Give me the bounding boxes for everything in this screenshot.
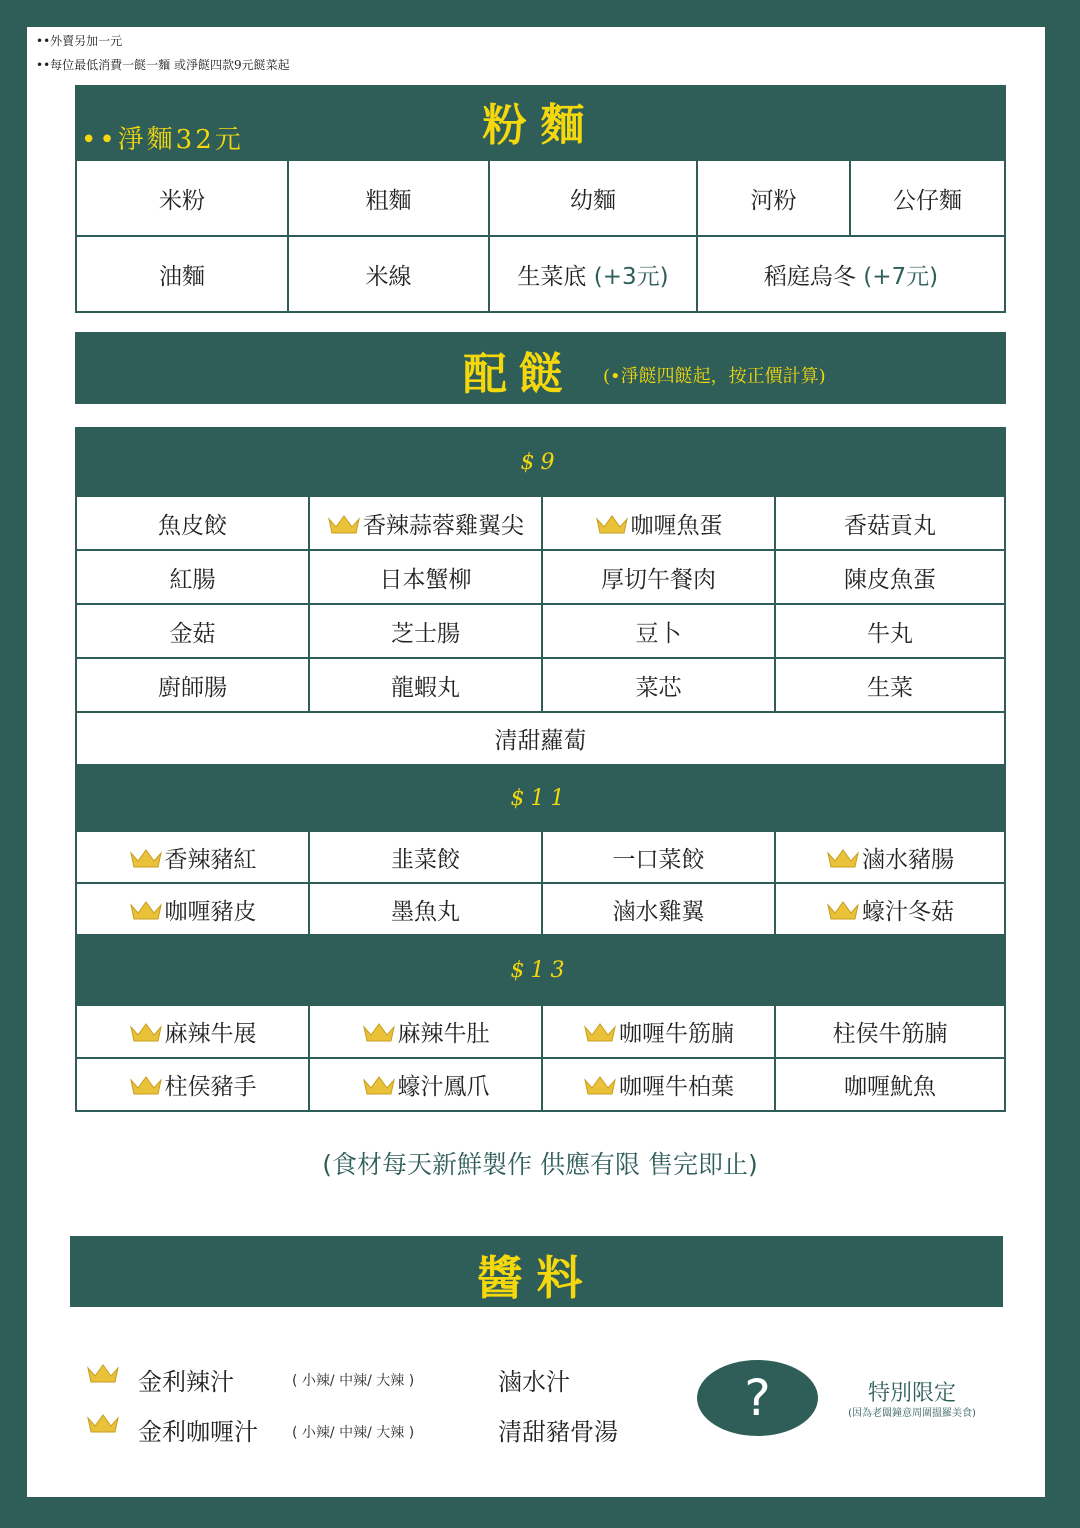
crown-icon xyxy=(86,1362,120,1384)
side-item xyxy=(775,550,1005,604)
side-item xyxy=(309,658,542,712)
side-item-label: 牛丸 xyxy=(867,620,913,647)
side-item xyxy=(309,1058,542,1111)
crown-icon xyxy=(327,513,361,535)
sides-footnote: (食材每天新鮮製作 供應有限 售完即止) xyxy=(322,1150,758,1179)
crown-icon xyxy=(129,847,163,869)
price-label: $13 xyxy=(510,958,571,983)
noodle-item: 粗麵 xyxy=(288,160,489,236)
side-item-label: 菜芯 xyxy=(635,674,682,701)
side-item-label: 龍蝦丸 xyxy=(391,674,460,701)
side-item-label: 廚師腸 xyxy=(158,674,227,701)
noodle-header xyxy=(75,85,1006,161)
side-item xyxy=(775,604,1005,658)
side-row xyxy=(76,658,1005,712)
side-item-label: 滷水雞翼 xyxy=(612,898,705,925)
price-band-13 xyxy=(76,935,1005,1005)
crown-icon xyxy=(129,1074,163,1096)
side-item-label: 柱侯豬手 xyxy=(164,1074,257,1100)
side-item-label: 紅腸 xyxy=(169,566,216,593)
side-item xyxy=(76,883,309,935)
sauce-name: 滷水汁 xyxy=(498,1368,570,1396)
side-item xyxy=(309,604,542,658)
side-item-label: 陳皮魚蛋 xyxy=(844,566,936,593)
side-row xyxy=(76,604,1005,658)
noodle-item: 河粉 xyxy=(697,160,850,236)
noodle-title: 粉麵 xyxy=(482,100,599,151)
side-item xyxy=(542,1005,775,1058)
price-band-11 xyxy=(76,765,1005,831)
sides-title: 配餸 xyxy=(463,349,575,400)
side-row xyxy=(76,550,1005,604)
side-item xyxy=(309,496,542,550)
side-item xyxy=(309,883,542,935)
side-item xyxy=(542,604,775,658)
side-item-label: 蠔汁鳳爪 xyxy=(397,1074,490,1100)
mystery-badge: ? xyxy=(697,1360,818,1436)
side-row xyxy=(76,496,1005,550)
side-item-label: 咖喱牛柏葉 xyxy=(619,1074,734,1100)
side-item-label: 香辣蒜蓉雞翼尖 xyxy=(363,512,524,539)
noodle-item: 稻庭烏冬 (+7元) xyxy=(697,236,1005,312)
side-item: 清甜蘿蔔 xyxy=(76,712,1005,765)
side-item xyxy=(775,658,1005,712)
side-item xyxy=(76,604,309,658)
noodle-table xyxy=(75,159,1006,313)
side-item-label: 麻辣牛肚 xyxy=(397,1021,490,1047)
noodle-item: 米線 xyxy=(288,236,489,312)
side-item xyxy=(76,496,309,550)
spice-levels: ( 小辣/ 中辣/ 大辣 ) xyxy=(292,1425,415,1441)
noodle-item: 幼麵 xyxy=(489,160,697,236)
price-label: $11 xyxy=(510,786,571,811)
sides-subtitle: (•淨餸四餸起，按正價計算) xyxy=(603,366,826,387)
price-band-9 xyxy=(76,428,1005,496)
side-item xyxy=(76,550,309,604)
side-item xyxy=(542,1058,775,1111)
sauce-name: 金利辣汁 xyxy=(138,1368,234,1396)
sauce-item xyxy=(86,1412,122,1436)
crown-icon xyxy=(129,899,163,921)
side-item-label: 芝士腸 xyxy=(391,620,460,647)
side-item xyxy=(76,831,309,883)
side-item xyxy=(542,883,775,935)
side-row xyxy=(76,831,1005,883)
side-item-label: 香菇貢丸 xyxy=(844,512,936,539)
side-item-label: 香辣豬紅 xyxy=(164,846,257,873)
crown-icon xyxy=(595,513,629,535)
side-item xyxy=(76,1058,309,1111)
side-item-label: 咖喱豬皮 xyxy=(164,898,257,925)
side-item xyxy=(775,1058,1005,1111)
noodle-item: 生菜底 (+3元) xyxy=(489,236,697,312)
sauce-name: 金利咖喱汁 xyxy=(138,1418,258,1446)
sauce-header xyxy=(70,1236,1003,1307)
side-item-label: 豆卜 xyxy=(635,620,682,647)
side-row xyxy=(76,883,1005,935)
sauce-title: 醬料 xyxy=(476,1251,597,1305)
crown-icon xyxy=(86,1412,120,1434)
side-item-label: 咖喱魚蛋 xyxy=(630,512,723,539)
side-item-label: 魚皮餃 xyxy=(158,512,227,539)
side-item xyxy=(775,496,1005,550)
extra-charge: (+7元) xyxy=(863,263,939,290)
crown-icon xyxy=(583,1021,617,1043)
side-item xyxy=(542,550,775,604)
side-item-label: 咖喱魷魚 xyxy=(844,1074,936,1100)
side-row xyxy=(76,1005,1005,1058)
crown-icon xyxy=(583,1074,617,1096)
side-item-label: 麻辣牛展 xyxy=(164,1021,257,1047)
side-item-label: 生菜 xyxy=(867,674,913,701)
price-label: $9 xyxy=(520,450,561,475)
special-label: 特別限定 xyxy=(867,1381,956,1406)
side-item-label: 柱侯牛筋腩 xyxy=(832,1021,948,1047)
crown-icon xyxy=(129,1021,163,1043)
side-item-label: 一口菜餃 xyxy=(612,846,705,873)
crown-icon xyxy=(826,899,860,921)
side-item xyxy=(542,496,775,550)
side-item xyxy=(542,658,775,712)
side-item xyxy=(775,883,1005,935)
special-note: (因為老闆鐘意周圍搵羅美食) xyxy=(848,1408,976,1419)
side-item xyxy=(76,1005,309,1058)
side-item-label: 厚切午餐肉 xyxy=(601,566,716,593)
sauce-item xyxy=(86,1362,122,1386)
sides-header xyxy=(75,332,1006,404)
side-row xyxy=(76,1058,1005,1111)
side-item xyxy=(775,831,1005,883)
side-item-label: 咖喱牛筋腩 xyxy=(619,1021,734,1047)
side-item xyxy=(309,550,542,604)
note-takeaway: ••外賣另加一元 xyxy=(36,34,123,48)
side-item-label: 蠔汁冬菇 xyxy=(862,898,954,925)
sauce-name: 清甜豬骨湯 xyxy=(498,1418,618,1446)
plain-noodle-price: ••淨麵32元 xyxy=(81,125,244,155)
side-item xyxy=(309,1005,542,1058)
sides-table xyxy=(75,427,1006,1112)
crown-icon xyxy=(362,1074,396,1096)
crown-icon xyxy=(826,847,860,869)
side-item xyxy=(542,831,775,883)
noodle-item: 油麵 xyxy=(76,236,288,312)
side-item-label: 韭菜餃 xyxy=(391,846,460,873)
noodle-item: 米粉 xyxy=(76,160,288,236)
side-item xyxy=(775,1005,1005,1058)
noodle-item: 公仔麵 xyxy=(850,160,1005,236)
crown-icon xyxy=(362,1021,396,1043)
side-item-label: 金菇 xyxy=(169,620,216,647)
side-item-label: 墨魚丸 xyxy=(391,898,460,925)
side-item xyxy=(309,831,542,883)
side-item-label: 滷水豬腸 xyxy=(862,846,954,873)
note-minimum: ••每位最低消費一餸一麵 或淨餸四款9元餸菜起 xyxy=(36,58,290,72)
side-item xyxy=(76,658,309,712)
spice-levels: ( 小辣/ 中辣/ 大辣 ) xyxy=(292,1373,415,1389)
extra-charge: (+3元) xyxy=(593,263,669,290)
side-item-label: 日本蟹柳 xyxy=(379,566,472,593)
